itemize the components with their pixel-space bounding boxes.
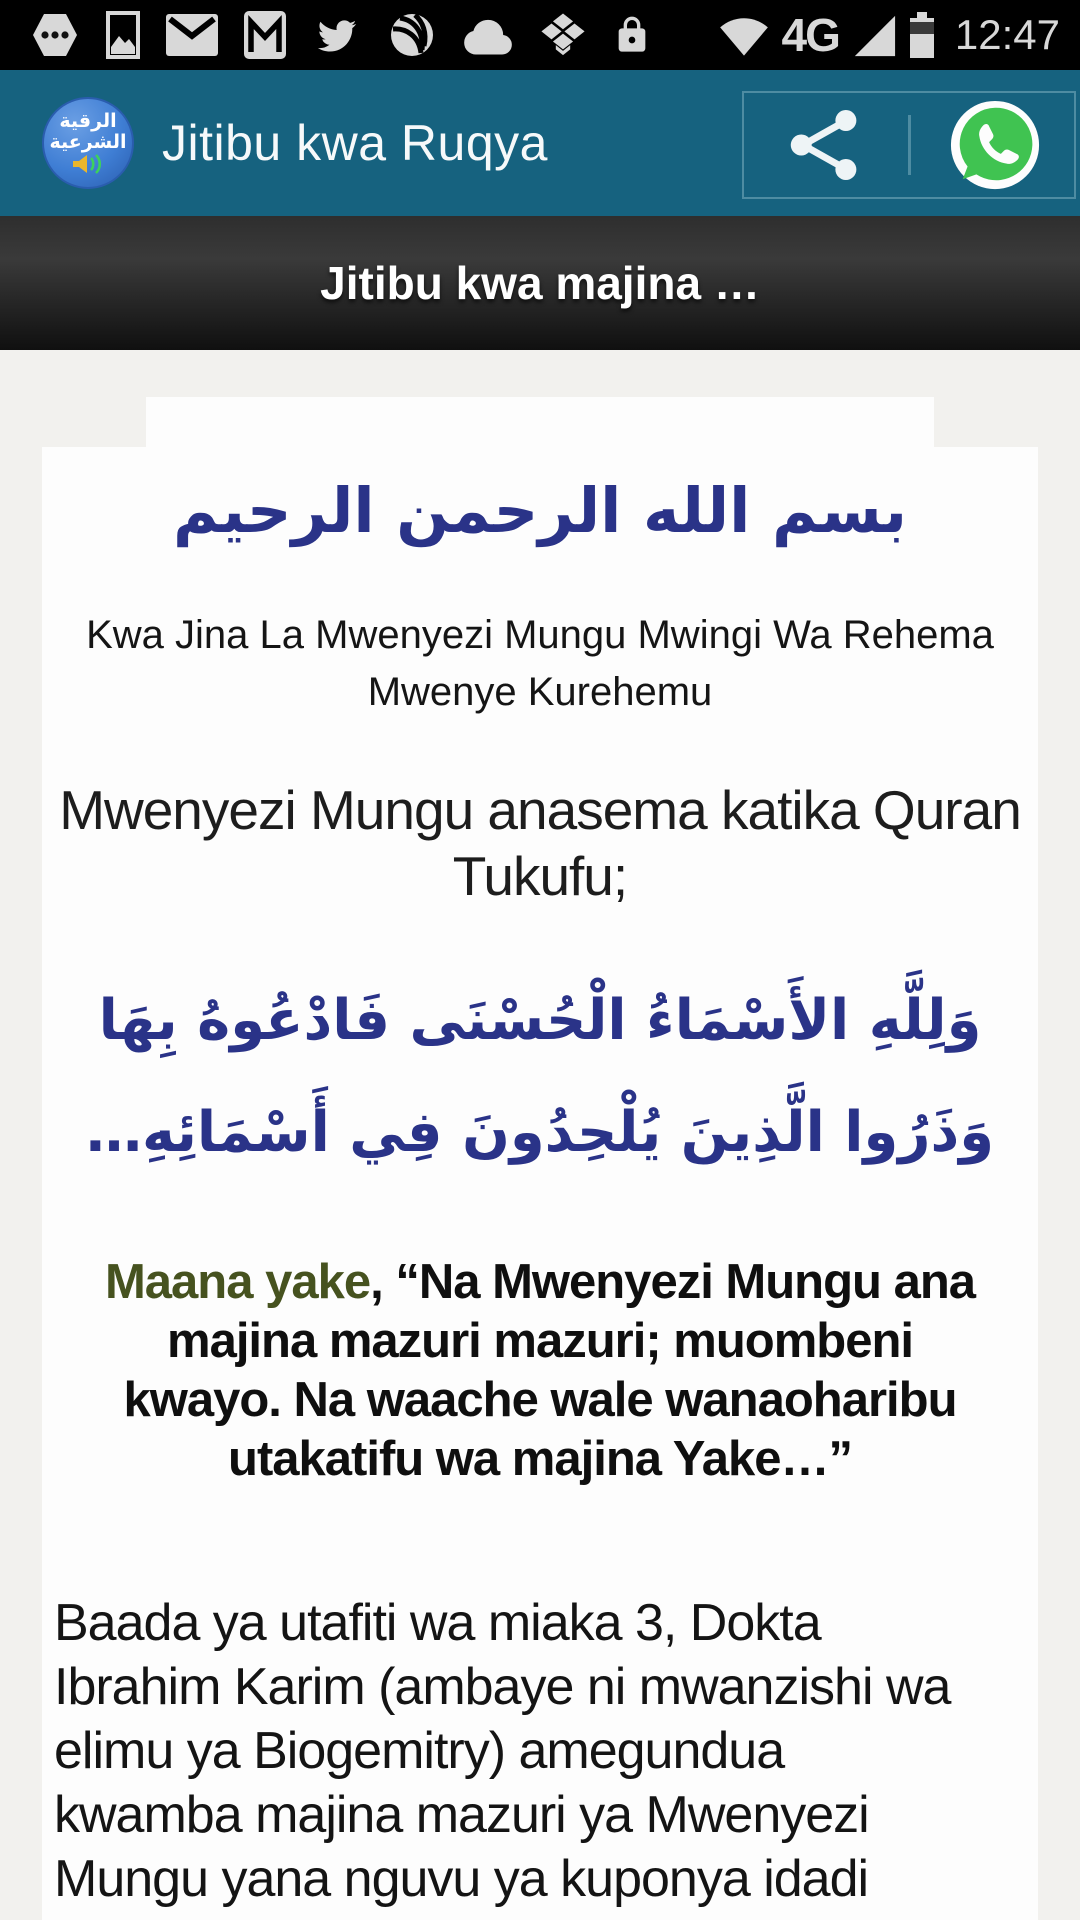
body-line: Mungu yana nguvu ya kuponya idadi xyxy=(54,1850,869,1908)
section-title: Jitibu kwa majina … xyxy=(320,257,760,309)
wifi-icon xyxy=(718,13,770,57)
translation-line: Mwenye Kurehemu xyxy=(367,670,713,714)
dropbox-icon xyxy=(540,12,586,58)
verse-meaning xyxy=(42,1253,1038,1489)
bismillah-text: بسم الله الرحمن الرحيم xyxy=(172,474,908,547)
speaker-icon xyxy=(71,153,105,175)
article-card xyxy=(42,447,1038,1920)
article-scroll-area[interactable] xyxy=(0,350,1080,1920)
battery-icon xyxy=(909,12,935,58)
screenshot-icon xyxy=(106,11,140,59)
network-type-label: 4G xyxy=(781,9,839,61)
body-paragraph xyxy=(42,1591,1038,1911)
app-title: Jitibu kwa Ruqya xyxy=(162,115,548,171)
translation-line: Kwa Jina La Mwenyezi Mungu Mwingi Wa Rehema xyxy=(86,613,994,657)
chat-icon xyxy=(30,12,80,58)
clock: 12:47 xyxy=(954,11,1060,58)
app-bar xyxy=(0,70,1080,216)
status-bar xyxy=(0,0,1080,70)
app-logo-text-line2: الشرعية xyxy=(49,131,127,153)
actions-divider xyxy=(908,115,911,175)
meaning-label: Maana yake xyxy=(104,1255,371,1309)
appbar-actions xyxy=(742,91,1076,199)
signal-icon xyxy=(851,12,897,58)
verse-line: وَذَرُوا الَّذِينَ يُلْحِدُونَ فِي أَسْمَائِهِ… xyxy=(85,1100,995,1165)
twitter-icon xyxy=(312,13,362,57)
bismillah-translation xyxy=(42,607,1038,721)
meaning-after-label: , “Na Mwenyezi Mungu ana xyxy=(370,1255,976,1309)
intro-line: Mwenyezi Mungu anasema katika Quran xyxy=(59,779,1021,841)
meaning-line xyxy=(42,1253,1038,1312)
meaning-line: kwayo. Na waache wale wanaoharibu xyxy=(123,1373,957,1427)
intro-line: Tukufu; xyxy=(452,845,628,907)
lock-icon xyxy=(612,11,652,59)
cloud-icon xyxy=(462,15,514,55)
meaning-line: majina mazuri mazuri; muombeni xyxy=(167,1314,913,1368)
body-line: Ibrahim Karim (ambaye ni mwanzishi wa xyxy=(54,1658,951,1716)
meaning-line: utakatifu wa majina Yake…” xyxy=(228,1432,852,1486)
gmail-icon xyxy=(244,11,286,59)
body-line: elimu ya Biogemitry) amegundua xyxy=(54,1722,785,1780)
intro-text xyxy=(42,777,1038,909)
verse-line: وَلِلَّهِ الأَسْمَاءُ الْحُسْنَى فَادْعُوهُ بِهَا xyxy=(98,988,982,1053)
quran-verse xyxy=(42,965,1038,1189)
bismillah-image-top xyxy=(146,397,934,447)
whatsapp-button[interactable] xyxy=(920,95,1070,195)
photos-icon xyxy=(388,11,436,59)
share-button[interactable] xyxy=(749,95,899,195)
email-icon xyxy=(166,14,218,56)
whatsapp-icon xyxy=(948,98,1042,192)
app-logo xyxy=(42,97,134,189)
body-line: Baada ya utafiti wa miaka 3, Dokta xyxy=(54,1594,821,1652)
section-header xyxy=(0,216,1080,350)
body-line: kwamba majina mazuri ya Mwenyezi xyxy=(54,1786,869,1844)
share-icon xyxy=(782,103,866,187)
app-logo-text-line1: الرقية xyxy=(59,110,117,132)
